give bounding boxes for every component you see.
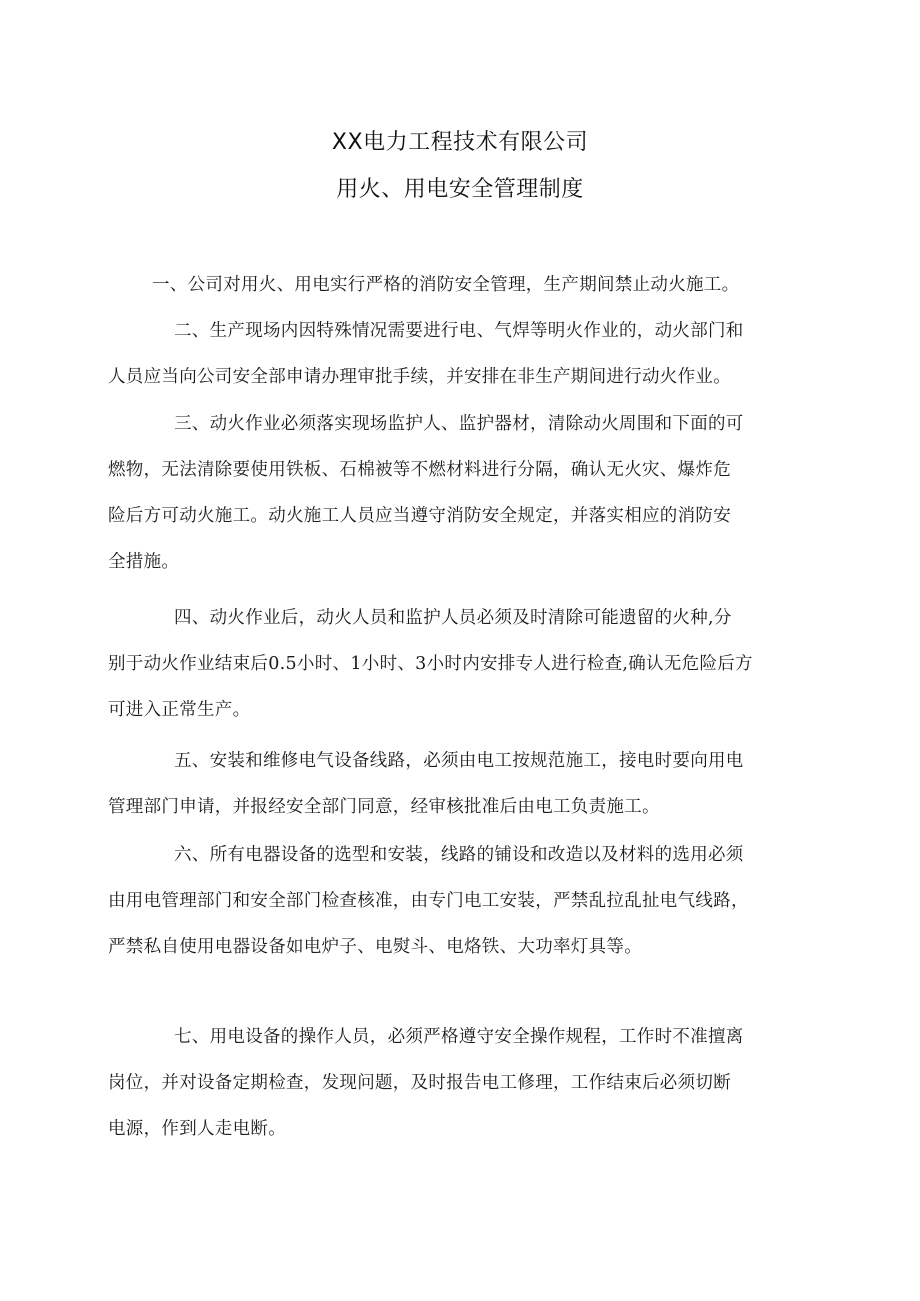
paragraph-line: 电源，作到人走电断。 [108,1119,286,1139]
paragraph-line: 燃物，无法清除要使用铁板、石棉被等不燃材料进行分隔，确认无火灾、爆炸危 [108,460,731,480]
paragraph-line: 管理部门申请，并报经安全部门同意，经审核批准后由电工负责施工。 [108,797,660,817]
paragraph-line: 五、安装和维修电气设备线路，必须由电工按规范施工，接电时要向用电 [174,751,744,771]
paragraph-line: 严禁私自使用电器设备如电炉子、电熨斗、电烙铁、大功率灯具等。 [108,937,642,957]
paragraph-line: 人员应当向公司安全部申请办理审批手续，并安排在非生产期间进行动火作业。 [108,367,731,387]
paragraph-1 [108,262,816,308]
paragraph-2 [108,308,816,400]
paragraph-line: 别于动火作业结束后0.5小时、1小时、3小时内安排专人进行检查,确认无危险后方 [108,654,753,674]
paragraph-3 [108,401,816,585]
paragraph-line: 七、用电设备的操作人员，必须严格遵守安全操作规程，工作时不准擅离 [174,1027,744,1047]
paragraph-line: 全措施。 [108,552,180,572]
paragraph-line: 二、生产现场内因特殊情况需要进行电、气焊等明火作业的，动火部门和 [174,321,744,341]
paragraph-line: 岗位，并对设备定期检查，发现问题，及时报告电工修理，工作结束后必须切断 [108,1073,731,1093]
paragraph-line: 由用电管理部门和安全部门检查核准，由专门电工安装，严禁乱拉乱扯电气线路， [108,891,749,911]
paragraph-line: 可进入正常生产。 [108,700,251,720]
paragraph-4 [108,595,816,733]
paragraph-6 [108,832,816,970]
paragraph-line: 一、公司对用火、用电实行严格的消防安全管理，生产期间禁止动火施工。 [152,275,740,295]
paragraph-5 [108,738,816,830]
paragraph-line: 六、所有电器设备的选型和安装，线路的铺设和改造以及材料的选用必须 [174,845,744,865]
document-title: 用火、用电安全管理制度 [336,177,584,202]
company-title: XX电力工程技术有限公司 [331,130,589,155]
paragraph-line: 三、动火作业必须落实现场监护人、监护器材，清除动火周围和下面的可 [174,414,744,434]
paragraph-line: 四、动火作业后，动火人员和监护人员必须及时清除可能遗留的火种,分 [174,608,732,628]
paragraph-line: 险后方可动火施工。动火施工人员应当遵守消防安全规定，并落实相应的消防安 [108,506,731,526]
paragraph-7 [108,1014,816,1152]
